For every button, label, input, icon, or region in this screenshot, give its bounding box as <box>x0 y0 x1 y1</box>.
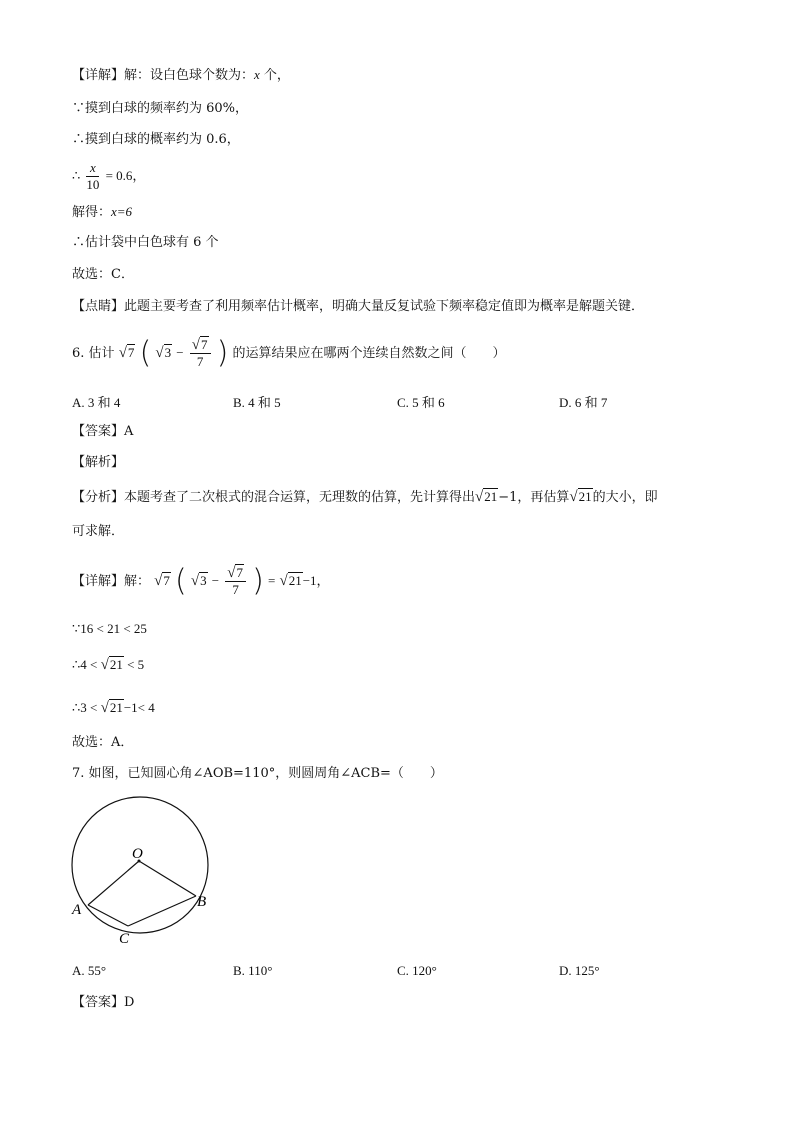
step-suffix: −1< 4 <box>123 700 155 715</box>
sqrt-21: √21 <box>569 489 592 505</box>
therefore-symbol: ∴ <box>72 169 81 184</box>
right-paren: ) <box>216 335 229 371</box>
choose-line: 故选：C． <box>72 267 134 282</box>
q7-option-c: C. 120° <box>397 963 437 978</box>
sqrt-7: √7 <box>118 345 135 361</box>
sqrt-21: √21 <box>279 573 302 589</box>
label-A: A <box>72 902 82 918</box>
q6-step-2 <box>72 656 144 674</box>
comment-line: 【点睛】此题主要考查了利用频率估计概率，明确大量反复试验下频率稳定值即为概率是解题关键． <box>72 299 645 314</box>
q7-option-b: B. 110° <box>233 963 273 978</box>
q6-step-1: ∵16 < 21 < 25 <box>72 621 147 636</box>
variable-x: x <box>254 67 260 82</box>
fraction-numerator <box>190 337 211 354</box>
q6-analysis-title: 【解析】 <box>72 455 125 470</box>
detail-label: 【详解】解： <box>72 574 151 589</box>
question-7-stem: 7. 如图，已知圆心角∠AOB=110°，则圆周角∠ACB=（ ） <box>72 766 443 781</box>
q7-option-d: D. 125° <box>559 963 600 978</box>
q6-detail-line <box>72 556 330 607</box>
segment-OA <box>88 861 139 905</box>
left-paren: ( <box>175 563 187 599</box>
equation-rest: = 0.6， <box>105 168 146 183</box>
frequency-line: ∵摸到白球的频率约为 60%， <box>72 101 249 116</box>
probability-line: ∴摸到白球的概率约为 0.6， <box>72 132 240 147</box>
sqrt-radicand: 21 <box>109 700 123 715</box>
q6-suffix: 的运算结果应在哪两个连续自然数之间（ ） <box>232 346 506 361</box>
sqrt-radicand: 21 <box>109 657 123 672</box>
analysis-mid: −1，再估算 <box>498 490 570 505</box>
sqrt-radicand: 21 <box>578 489 592 504</box>
estimate-line: ∴估计袋中白色球有 6 个 <box>72 235 219 250</box>
analysis-suffix: 的大小，即 <box>592 490 658 505</box>
sqrt-3: √3 <box>190 573 207 589</box>
sqrt-21: √21 <box>475 489 498 505</box>
solve-line <box>72 203 132 222</box>
q6-option-a: A. 3 和 4 <box>72 395 121 410</box>
sqrt-radicand: 21 <box>484 489 498 504</box>
sqrt-radicand: 7 <box>201 337 208 352</box>
q6-analysis-line-1 <box>72 488 658 507</box>
solve-label: 解得： <box>72 205 112 220</box>
step-suffix: < 5 <box>127 657 145 672</box>
sqrt-7: √7 <box>154 573 170 589</box>
detail-text-suffix: 个， <box>259 68 290 83</box>
fraction-sqrt7-over-7 <box>190 337 211 370</box>
label-C: C <box>119 931 130 947</box>
sqrt-radicand: 21 <box>288 573 302 588</box>
q6-option-b: B. 4 和 5 <box>233 395 281 410</box>
q6-option-c: C. 5 和 6 <box>397 395 445 410</box>
label-B: B <box>197 894 207 910</box>
sqrt-radicand: 7 <box>236 565 243 580</box>
q6-step-3 <box>72 699 155 717</box>
sqrt-7: √7 <box>227 565 243 581</box>
segment-BC <box>128 896 196 926</box>
sqrt-radicand: 3 <box>164 345 172 360</box>
fraction-denominator: 7 <box>196 354 204 369</box>
detail-line-1 <box>72 66 290 85</box>
minus-sign: − <box>176 345 184 360</box>
step-prefix: ∴4 < <box>72 657 98 672</box>
sqrt-21: √21 <box>100 700 123 716</box>
circle <box>72 797 208 933</box>
sqrt-21: √21 <box>100 657 123 673</box>
step-prefix: ∴3 < <box>72 700 98 715</box>
q6-prefix: 6. 估计 <box>72 346 115 361</box>
minus-sign: − <box>211 573 220 588</box>
sqrt-3: √3 <box>155 345 172 361</box>
fraction-denominator: 7 <box>232 582 239 597</box>
solve-equation: x=6 <box>111 204 133 219</box>
left-paren: ( <box>139 335 152 371</box>
fraction-denominator: 10 <box>86 177 100 192</box>
q6-option-d: D. 6 和 7 <box>559 395 608 410</box>
sqrt-radicand: 7 <box>163 573 170 588</box>
sqrt-radicand: 3 <box>200 573 207 588</box>
q6-answer: 【答案】A <box>72 424 134 439</box>
label-O: O <box>132 846 143 862</box>
q6-choose: 故选：A． <box>72 735 134 750</box>
sqrt-7: √7 <box>191 337 208 353</box>
result-rest: −1， <box>302 573 330 588</box>
q7-answer: 【答案】D <box>72 995 135 1010</box>
question-6-stem <box>72 328 506 379</box>
equation-line <box>72 158 145 195</box>
fraction-numerator: x <box>86 160 99 177</box>
right-paren: ) <box>252 563 264 599</box>
q6-analysis-line-2: 可求解． <box>72 524 125 539</box>
analysis-text: 【分析】本题考查了二次根式的混合运算，无理数的估算，先计算得出 <box>72 490 476 505</box>
q7-option-a: A. 55° <box>72 963 107 978</box>
fraction-numerator <box>225 565 246 582</box>
segment-OB <box>139 861 196 896</box>
sqrt-radicand: 7 <box>127 345 135 360</box>
detail-text: 【详解】解：设白色球个数为： <box>72 68 255 83</box>
fraction-sqrt7-over-7 <box>225 565 246 598</box>
equals-sign: = <box>267 573 276 588</box>
circle-diagram <box>60 790 220 950</box>
fraction-x-over-10 <box>86 160 99 193</box>
